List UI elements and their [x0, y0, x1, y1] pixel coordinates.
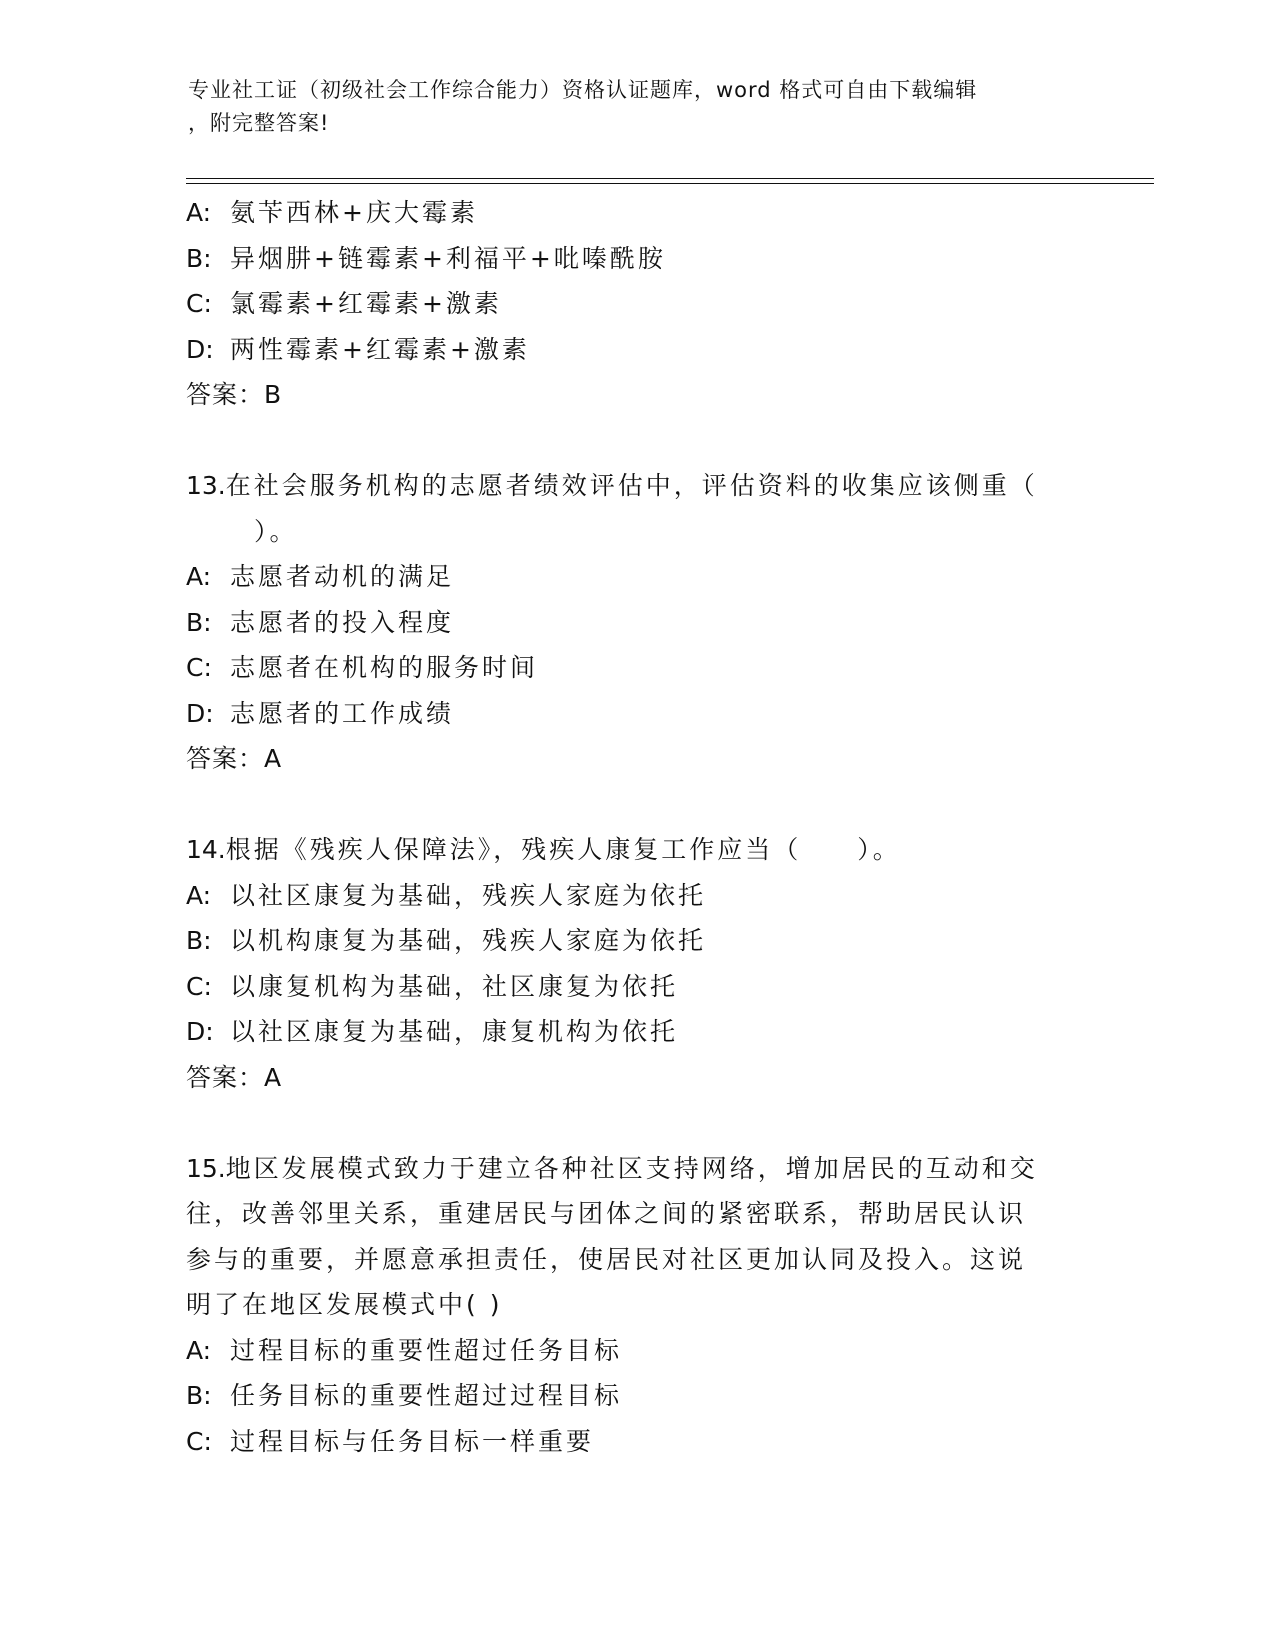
question-15-stem-cont: 参与的重要，并愿意承担责任，使居民对社区更加认同及投入。这说: [186, 1244, 1027, 1274]
option-a: [186, 190, 1086, 236]
header-line-2: ，附完整答案!: [188, 111, 330, 135]
question-15-stem-cont: 明了在地区发展模式中( ): [186, 1290, 503, 1319]
option-text: 志愿者的工作成绩: [230, 698, 455, 728]
option-c: [186, 1419, 1086, 1465]
option-text: 氨苄西林+庆大霉素: [230, 198, 478, 227]
option-text: 志愿者在机构的服务时间: [230, 653, 539, 682]
option-text: 以社区康复为基础，康复机构为依托: [230, 1017, 679, 1046]
option-b: [186, 918, 1086, 964]
option-text: 任务目标的重要性超过过程目标: [230, 1381, 623, 1410]
question-text: 地区发展模式致力于建立各种社区支持网络，增加居民的互动和交: [225, 1153, 1038, 1183]
option-text: 志愿者动机的满足: [230, 562, 455, 591]
question-13-stem-cont: ）。: [254, 516, 298, 546]
option-a: [186, 554, 1086, 600]
question-15-stem-cont: 往，改善邻里关系，重建居民与团体之间的紧密联系，帮助居民认识: [186, 1199, 1027, 1228]
spacer: [186, 782, 1086, 828]
answer-13: 答案：A: [186, 744, 283, 773]
header-divider-top: [186, 178, 1154, 179]
option-text: 以机构康复为基础，残疾人家庭为依托: [230, 926, 707, 955]
question-list: [186, 190, 1086, 1464]
option-letter: A:: [186, 562, 212, 591]
option-a: [186, 1328, 1086, 1374]
spacer: [186, 1100, 1086, 1146]
option-d: [186, 327, 1086, 373]
question-14: [186, 827, 1086, 1100]
option-text: 氯霉素+红霉素+激素: [230, 289, 502, 318]
option-letter: D:: [186, 698, 214, 728]
question-12-options: [186, 190, 1086, 418]
option-d: [186, 691, 1086, 737]
answer-14: 答案：A: [186, 1062, 283, 1092]
option-text: 以社区康复为基础，残疾人家庭为依托: [230, 880, 707, 910]
option-d: [186, 1009, 1086, 1055]
option-text: 志愿者的投入程度: [230, 607, 455, 637]
option-letter: B:: [186, 243, 212, 273]
question-text: 根据《残疾人保障法》，残疾人康复工作应当（ ）。: [225, 835, 901, 864]
answer-12: 答案：B: [186, 380, 283, 409]
question-15: [186, 1146, 1086, 1465]
question-number: 13.: [186, 471, 226, 500]
option-letter: A:: [186, 1335, 212, 1365]
option-letter: C:: [186, 971, 212, 1001]
option-letter: D:: [186, 334, 214, 364]
option-c: [186, 645, 1086, 691]
question-15-stem: [186, 1146, 1086, 1192]
option-text: 过程目标的重要性超过任务目标: [230, 1335, 623, 1365]
option-c: [186, 281, 1086, 327]
question-number: 14.: [186, 835, 226, 864]
document-header: [188, 74, 1068, 140]
question-14-stem: [186, 827, 1086, 873]
option-b: [186, 1373, 1086, 1419]
spacer: [186, 418, 1086, 464]
option-text: 两性霉素+红霉素+激素: [230, 334, 530, 364]
option-letter: A:: [186, 880, 212, 910]
header-divider-bottom: [186, 183, 1154, 184]
option-letter: A:: [186, 198, 212, 227]
header-line-1: 专业社工证（初级社会工作综合能力）资格认证题库，word 格式可自由下载编辑: [188, 78, 978, 102]
option-text: 异烟肼+链霉素+利福平+吡嗪酰胺: [230, 243, 666, 273]
option-letter: B:: [186, 607, 212, 637]
question-13: [186, 463, 1086, 782]
option-b: [186, 236, 1086, 282]
question-text: 在社会服务机构的志愿者绩效评估中，评估资料的收集应该侧重（: [225, 471, 1038, 500]
option-text: 以康复机构为基础，社区康复为依托: [230, 971, 679, 1001]
option-text: 过程目标与任务目标一样重要: [230, 1426, 595, 1456]
option-b: [186, 600, 1086, 646]
option-letter: C:: [186, 289, 212, 318]
option-letter: C:: [186, 1426, 212, 1456]
question-13-stem: [186, 463, 1086, 509]
option-letter: B:: [186, 926, 212, 955]
option-letter: C:: [186, 653, 212, 682]
option-a: [186, 873, 1086, 919]
option-letter: B:: [186, 1381, 212, 1410]
question-number: 15.: [186, 1153, 226, 1183]
option-letter: D:: [186, 1017, 214, 1046]
option-c: [186, 964, 1086, 1010]
